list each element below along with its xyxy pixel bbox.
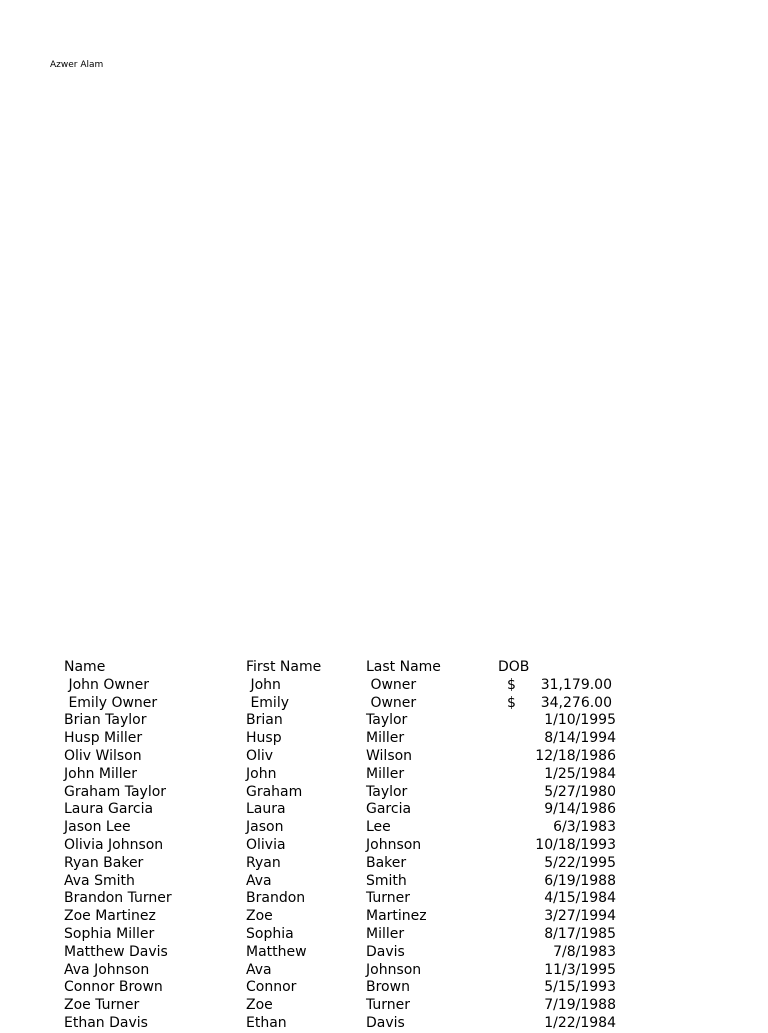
- cell-name: Sophia Miller: [64, 925, 155, 942]
- cell-last-name: Owner: [366, 694, 417, 711]
- cell-first-name: Brandon: [246, 890, 306, 907]
- author-name: Azwer Alam: [50, 60, 104, 70]
- cell-name: Jason Lee: [64, 819, 131, 836]
- cell-dob: 9/14/1986: [544, 801, 616, 818]
- cell-first-name: Ryan: [246, 854, 281, 871]
- cell-first-name: Sophia: [246, 925, 294, 942]
- header-dob: DOB: [498, 659, 530, 675]
- table-row: [64, 962, 624, 980]
- table-row: [64, 837, 624, 855]
- cell-name: Ethan Davis: [64, 1014, 148, 1031]
- cell-last-name: Johnson: [366, 836, 422, 853]
- cell-name: Husp Miller: [64, 730, 143, 747]
- cell-name: Connor Brown: [64, 979, 163, 996]
- cell-last-name: Brown: [366, 979, 410, 996]
- cell-last-name: Turner: [366, 997, 411, 1014]
- cell-name: Zoe Turner: [64, 997, 140, 1014]
- cell-first-name: Ava: [246, 872, 272, 889]
- cell-name: Ava Johnson: [64, 961, 150, 978]
- cell-currency-symbol: $: [507, 694, 516, 711]
- cell-last-name: Smith: [366, 872, 407, 889]
- cell-dob: 7/8/1983: [553, 943, 616, 960]
- cell-first-name: Zoe: [246, 997, 273, 1014]
- cell-first-name: John: [246, 676, 281, 693]
- table-row: [64, 766, 624, 784]
- cell-amount: 34,276.00: [540, 694, 612, 711]
- cell-dob: 6/19/1988: [544, 872, 616, 889]
- cell-first-name: Laura: [246, 801, 286, 818]
- cell-dob: 10/18/1993: [535, 836, 616, 853]
- cell-first-name: Graham: [246, 783, 303, 800]
- table-row: [64, 855, 624, 873]
- cell-dob: 1/22/1984: [544, 1014, 616, 1031]
- cell-dob: 5/15/1993: [544, 979, 616, 996]
- cell-last-name: Garcia: [366, 801, 412, 818]
- cell-first-name: Ethan: [246, 1014, 287, 1031]
- cell-dob: 11/3/1995: [544, 961, 616, 978]
- cell-name: Laura Garcia: [64, 801, 154, 818]
- cell-last-name: Miller: [366, 925, 405, 942]
- cell-last-name: Lee: [366, 819, 391, 836]
- cell-dob: 12/18/1986: [535, 747, 616, 764]
- table-row: [64, 944, 624, 962]
- cell-last-name: Taylor: [366, 783, 408, 800]
- cell-last-name: Owner: [366, 676, 417, 693]
- header-last-name: Last Name: [366, 659, 441, 675]
- table-row: [64, 890, 624, 908]
- cell-currency-symbol: $: [507, 676, 516, 693]
- cell-first-name: Oliv: [246, 747, 274, 764]
- cell-first-name: Brian: [246, 712, 283, 729]
- cell-dob: 3/27/1994: [544, 908, 616, 925]
- cell-dob: 4/15/1984: [544, 890, 616, 907]
- cell-last-name: Miller: [366, 765, 405, 782]
- table-row: [64, 695, 624, 713]
- cell-first-name: Matthew: [246, 943, 307, 960]
- cell-name: John Owner: [64, 676, 150, 693]
- table-row: [64, 801, 624, 819]
- cell-name: Brian Taylor: [64, 712, 147, 729]
- cell-dob: 7/19/1988: [544, 997, 616, 1014]
- cell-dob: 1/25/1984: [544, 765, 616, 782]
- table-header-row: [64, 659, 624, 677]
- cell-dob: 1/10/1995: [544, 712, 616, 729]
- cell-name: Zoe Martinez: [64, 908, 156, 925]
- table-row: [64, 677, 624, 695]
- cell-name: Matthew Davis: [64, 943, 168, 960]
- table-row: [64, 908, 624, 926]
- table-row: [64, 819, 624, 837]
- cell-name: Olivia Johnson: [64, 836, 164, 853]
- cell-last-name: Miller: [366, 730, 405, 747]
- cell-first-name: Ava: [246, 961, 272, 978]
- cell-name: Oliv Wilson: [64, 747, 142, 764]
- cell-last-name: Johnson: [366, 961, 422, 978]
- table-row: [64, 926, 624, 944]
- cell-last-name: Davis: [366, 943, 405, 960]
- cell-name: Graham Taylor: [64, 783, 167, 800]
- table-row: [64, 873, 624, 891]
- cell-first-name: John: [246, 765, 277, 782]
- cell-first-name: Jason: [246, 819, 284, 836]
- cell-dob: 5/27/1980: [544, 783, 616, 800]
- cell-first-name: Emily: [246, 694, 289, 711]
- table-row: [64, 712, 624, 730]
- table-row: [64, 979, 624, 997]
- cell-last-name: Turner: [366, 890, 411, 907]
- cell-first-name: Zoe: [246, 908, 273, 925]
- cell-last-name: Taylor: [366, 712, 408, 729]
- header-first-name: First Name: [246, 659, 322, 675]
- cell-name: John Miller: [64, 765, 138, 782]
- table-row: [64, 997, 624, 1015]
- header-name: Name: [64, 659, 106, 675]
- table-row: [64, 784, 624, 802]
- cell-name: Emily Owner: [64, 694, 158, 711]
- cell-dob: 5/22/1995: [544, 854, 616, 871]
- cell-dob: 8/17/1985: [544, 925, 616, 942]
- cell-first-name: Olivia: [246, 836, 286, 853]
- cell-name: Ava Smith: [64, 872, 135, 889]
- cell-first-name: Husp: [246, 730, 282, 747]
- cell-dob: 6/3/1983: [553, 819, 616, 836]
- cell-name: Ryan Baker: [64, 854, 144, 871]
- cell-name: Brandon Turner: [64, 890, 172, 907]
- cell-first-name: Connor: [246, 979, 297, 996]
- cell-last-name: Martinez: [366, 908, 427, 925]
- cell-last-name: Baker: [366, 854, 407, 871]
- cell-last-name: Wilson: [366, 747, 413, 764]
- table-row: [64, 730, 624, 748]
- cell-dob: 8/14/1994: [544, 730, 616, 747]
- table-row: [64, 748, 624, 766]
- cell-amount: 31,179.00: [540, 676, 612, 693]
- cell-last-name: Davis: [366, 1014, 405, 1031]
- data-table: [64, 659, 624, 1033]
